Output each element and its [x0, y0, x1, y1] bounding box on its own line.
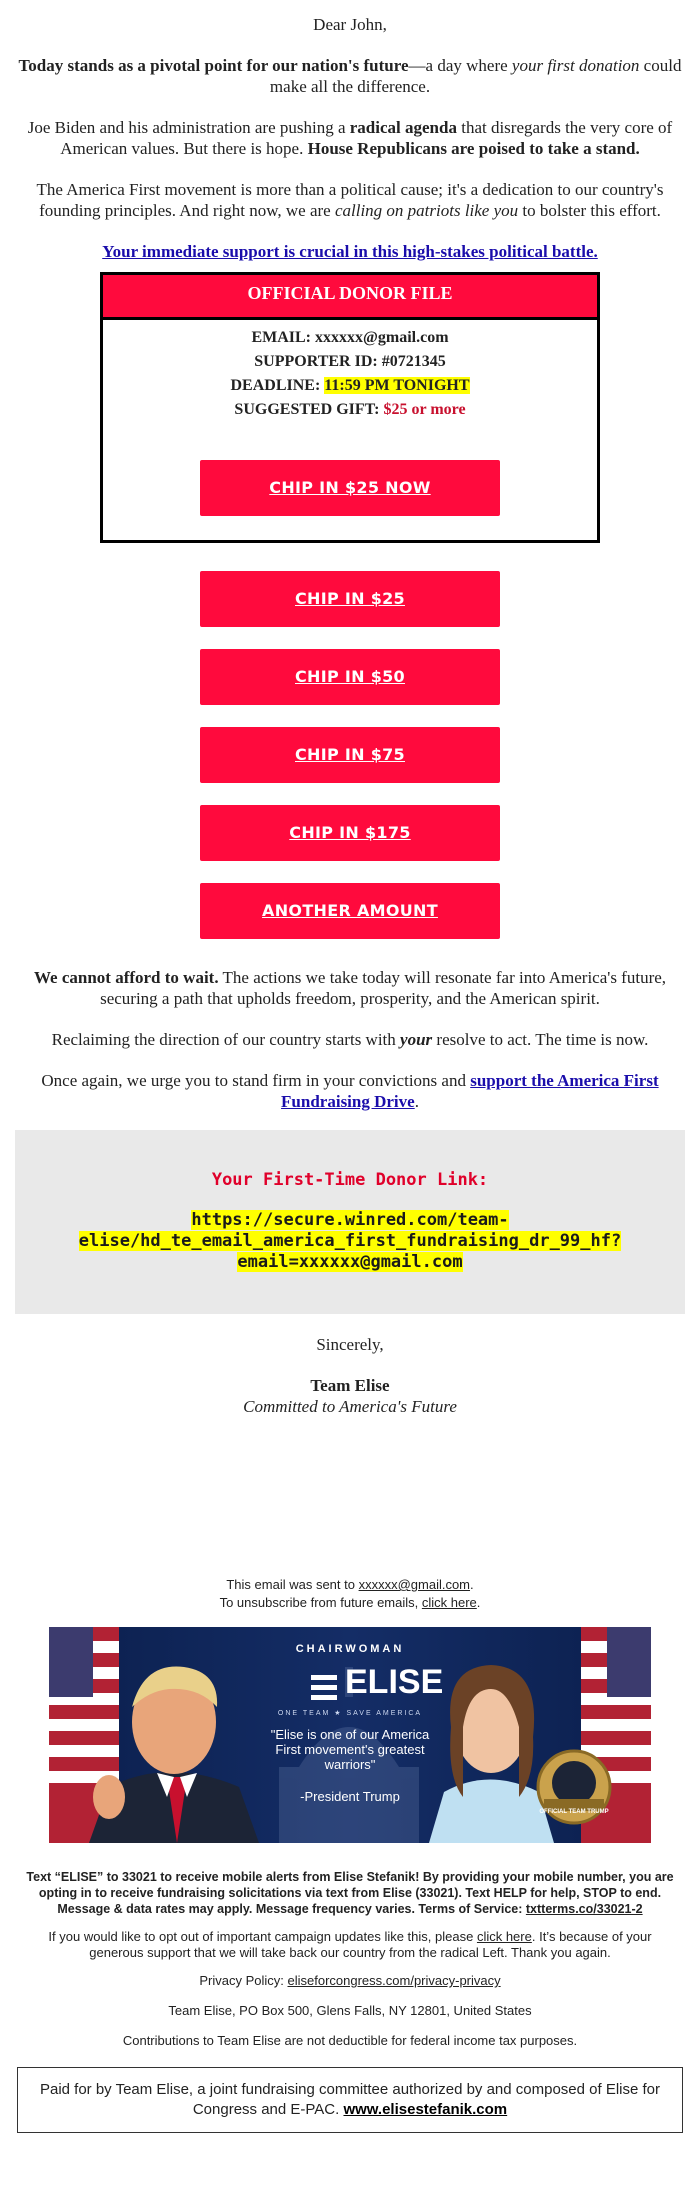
- reclaim-start: Reclaiming the direction of our country starts with: [51, 1030, 401, 1049]
- donor-file-box: [100, 272, 600, 543]
- movement-start: The America First movement is more than a political cause; it's a dedication to our country's founding principles. And right now, we are: [36, 180, 664, 220]
- chip-in-50-button[interactable]: CHIP IN $50: [200, 649, 500, 705]
- intro-bold: Today stands as a pivotal point for our nation's future: [18, 56, 409, 75]
- privacy-label: Privacy Policy:: [199, 1973, 288, 1988]
- banner-attribution: -President Trump: [300, 1789, 400, 1804]
- donor-link-line-3: email=xxxxxx@gmail.com: [237, 1252, 463, 1272]
- sent-to-email-link[interactable]: xxxxxx@gmail.com: [358, 1577, 471, 1592]
- donor-link-title: Your First-Time Donor Link:: [211, 1170, 489, 1190]
- supporter-id-value: #0721345: [381, 353, 446, 370]
- optout-link[interactable]: click here: [476, 1929, 532, 1944]
- donor-file-details: [103, 320, 597, 540]
- intro-end: could make all the difference.: [269, 56, 682, 96]
- movement-paragraph: [10, 179, 690, 221]
- agenda-bold: radical agenda: [349, 118, 457, 137]
- chip-in-25-button[interactable]: CHIP IN $25: [200, 571, 500, 627]
- banner-chairwoman: CHAIRWOMAN: [295, 1643, 405, 1655]
- reclaim-italic: your: [400, 1030, 433, 1049]
- mailing-address: Team Elise, PO Box 500, Glens Falls, NY 12801, United States: [168, 2003, 532, 2018]
- intro-mid: —a day where: [408, 56, 512, 75]
- first-time-donor-link[interactable]: [15, 1210, 685, 1273]
- sincerely: Sincerely,: [316, 1335, 384, 1354]
- banner-tagline: ONE TEAM ★ SAVE AMERICA: [277, 1710, 423, 1717]
- unsubscribe-link[interactable]: click here: [421, 1595, 477, 1610]
- another-amount-button[interactable]: ANOTHER AMOUNT: [200, 883, 500, 939]
- chip-in-175-button[interactable]: CHIP IN $175: [200, 805, 500, 861]
- chip-in-25-now-button[interactable]: CHIP IN $25 NOW: [200, 460, 500, 516]
- movement-italic: calling on patriots like you: [334, 201, 519, 220]
- cta-paragraph: [10, 241, 690, 262]
- agenda-bold-2: House Republicans are poised to take a stand.: [307, 139, 640, 158]
- optout-suffix: . It’s because of your generous support that we will take back our country from the radical Left. Thank you again.: [89, 1929, 652, 1960]
- signature-tagline: Committed to America's Future: [243, 1397, 457, 1416]
- agenda-start: Joe Biden and his administration are pushing a: [27, 118, 350, 137]
- agenda-mid: that disregards the very core of American values. But there is hope.: [60, 118, 673, 158]
- urge-paragraph: [10, 1070, 690, 1112]
- urgency-paragraph: [10, 967, 690, 1009]
- sms-disclaimer: [24, 1869, 676, 1917]
- donor-link-line-2: elise/hd_te_email_america_first_fundraising_dr_99_hf?: [78, 1231, 622, 1251]
- optout-paragraph: [24, 1929, 676, 1961]
- reclaim-end: resolve to act. The time is now.: [432, 1030, 649, 1049]
- sent-to-prefix: This email was sent to: [226, 1577, 359, 1592]
- privacy-line: [10, 1973, 690, 1989]
- supporter-id-label: SUPPORTER ID:: [254, 353, 378, 370]
- intro-italic: your first donation: [511, 56, 640, 75]
- banner-quote: "Elise is one of our America First movement's greatest warriors": [270, 1727, 430, 1772]
- fundraising-drive-link[interactable]: support the America First Fundraising Drive: [281, 1071, 659, 1111]
- reclaim-paragraph: [10, 1029, 690, 1050]
- greeting: Dear John,: [313, 15, 387, 34]
- chip-in-75-button[interactable]: CHIP IN $75: [200, 727, 500, 783]
- sms-text: Text “ELISE” to 33021 to receive mobile alerts from Elise Stefanik! By providing your mobile number, you are opting in to receive fundraising solicitations via text from Elise (33021). Text HELP for help, STOP to end. Message & data rates may apply. Message frequency varies. Terms of Service:: [26, 1870, 674, 1916]
- donor-link-box: [15, 1130, 685, 1314]
- agenda-paragraph: [10, 117, 690, 159]
- paid-for-box: [17, 2067, 683, 2133]
- intro-paragraph: [10, 55, 690, 97]
- support-link[interactable]: Your immediate support is crucial in this high-stakes political battle.: [102, 242, 598, 261]
- suggested-gift-value: $25 or more: [383, 401, 466, 418]
- email-body: [10, 0, 690, 2133]
- sent-to-suffix: .: [470, 1577, 474, 1592]
- deadline-value: 11:59 PM TONIGHT: [324, 377, 470, 394]
- website-link[interactable]: www.elisestefanik.com: [343, 2101, 508, 2118]
- donor-link-line-1: https://secure.winred.com/team-: [191, 1210, 509, 1230]
- deadline-label: DEADLINE:: [230, 377, 321, 394]
- suggested-gift-label: SUGGESTED GIFT:: [234, 401, 380, 418]
- movement-end: to bolster this effort.: [518, 201, 661, 220]
- urgency-rest: The actions we take today will resonate far into America's future, securing a path that upholds freedom, prosperity, and the American spirit.: [100, 968, 667, 1008]
- unsubscribe-suffix: .: [476, 1595, 481, 1610]
- unsubscribe-line: [10, 1595, 690, 1611]
- campaign-banner[interactable]: [49, 1627, 651, 1843]
- supporter-id-line: [103, 350, 597, 374]
- privacy-policy-link[interactable]: eliseforcongress.com/privacy-privacy: [287, 1973, 501, 1988]
- signature-name: Team Elise: [310, 1376, 390, 1395]
- optout-prefix: If you would like to opt out of important campaign updates like this, please: [48, 1929, 477, 1944]
- deadline-line: [103, 374, 597, 398]
- tax-disclaimer: Contributions to Team Elise are not deductible for federal income tax purposes.: [122, 2033, 578, 2048]
- sms-terms-link[interactable]: txtterms.co/33021-2: [525, 1902, 643, 1916]
- banner-badge-label: OFFICIAL TEAM TRUMP: [539, 1809, 609, 1815]
- donor-email-line: [103, 326, 597, 350]
- urge-end: .: [414, 1092, 419, 1111]
- donor-email-label: EMAIL:: [251, 329, 312, 346]
- sent-to-line: [10, 1577, 690, 1593]
- unsubscribe-prefix: To unsubscribe from future emails,: [219, 1595, 422, 1610]
- banner-logo-text: ELISE: [345, 1663, 444, 1701]
- donor-file-title: OFFICIAL DONOR FILE: [103, 275, 597, 320]
- urgency-bold: We cannot afford to wait.: [33, 968, 219, 987]
- spacer: [10, 1417, 690, 1577]
- suggested-gift-line: [103, 398, 597, 422]
- donor-email-value: xxxxxx@gmail.com: [315, 329, 449, 346]
- donation-buttons: [10, 571, 690, 939]
- paid-for-text: Paid for by Team Elise, a joint fundraising committee authorized by and composed of Elise for Congress and E-PAC.: [39, 2081, 661, 2118]
- elise-logo-icon: [311, 1675, 337, 1700]
- urge-start: Once again, we urge you to stand firm in your convictions and: [41, 1071, 471, 1090]
